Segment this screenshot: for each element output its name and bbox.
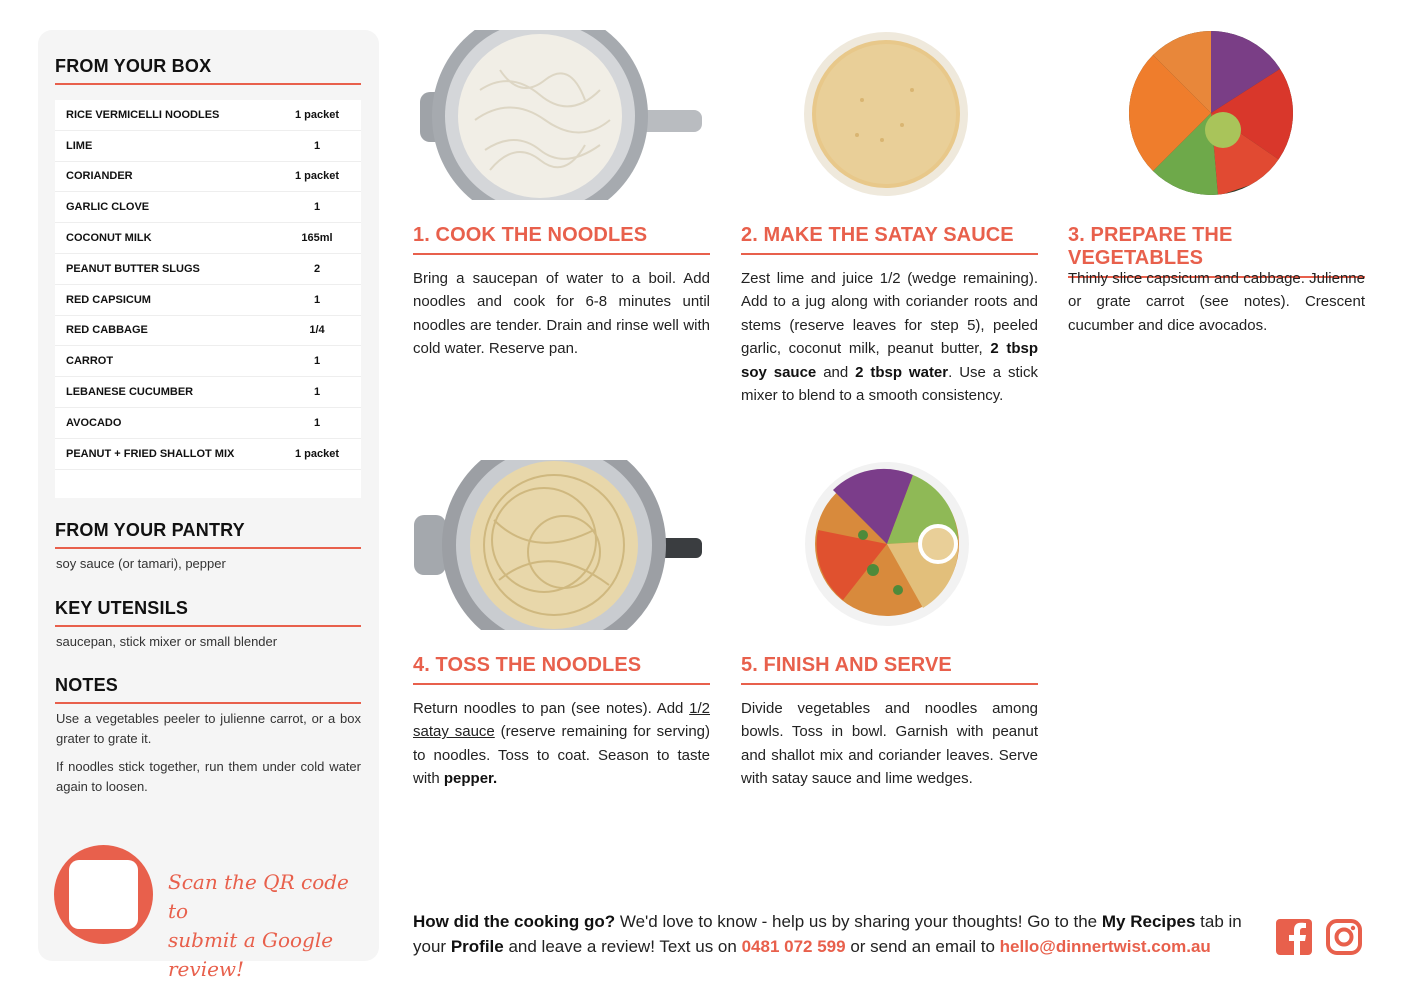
qr-prompt-line: submit a Google review! [168, 928, 334, 981]
ingredient-quantity: 1 packet [294, 108, 340, 121]
ingredient-name: RED CABBAGE [66, 324, 148, 337]
notes-text [56, 709, 361, 805]
facebook-icon[interactable] [1276, 919, 1312, 955]
step-2-text-part: . Use a stick mixer to blend to a smooth consistency. [741, 363, 1039, 405]
ingredient-name: RICE VERMICELLI NOODLES [66, 108, 220, 121]
ingredient-row [55, 223, 361, 254]
satay-sauce-portion: 1/2 satay sauce [413, 700, 710, 741]
email-link[interactable]: hello@dinnertwist.com.au [999, 937, 1211, 956]
ingredient-name: PEANUT BUTTER SLUGS [66, 262, 200, 275]
ingredient-row [55, 162, 361, 193]
footer-text: tab in your [413, 912, 1242, 956]
ingredient-quantity: 1 [313, 139, 321, 152]
step-4-text-part: (reserve remaining for serving) to noodles. Toss to coat. Season to taste with [413, 723, 710, 788]
ingredient-quantity: 1/4 [309, 324, 325, 337]
qr-code-frame[interactable] [54, 845, 153, 944]
ingredient-quantity: 1 [313, 201, 321, 214]
my-recipes-label: My Recipes [1101, 912, 1196, 931]
step-2-text [741, 267, 1038, 407]
ingredient-row [55, 254, 361, 285]
ingredients-table [55, 100, 361, 498]
notes-title: NOTES [55, 675, 361, 704]
footer-text: We'd love to know - help us by sharing your thoughts! Go to the [619, 912, 1098, 931]
qr-prompt-line: Scan the QR code to [168, 870, 349, 923]
ingredient-row [55, 131, 361, 162]
water-amount: 2 tbsp water [855, 363, 949, 381]
step-2-text-part: Zest lime and juice 1/2 (wedge remaining). Add to a jug along with coriander roots and stems (reserve leaves for step 5), peeled garlic, coconut milk, peanut butter, [741, 270, 1038, 358]
ingredient-name: LIME [66, 139, 93, 152]
soy-sauce-amount: 2 tbsp soy sauce [741, 340, 1038, 381]
from-your-box-title: FROM YOUR BOX [55, 56, 361, 85]
ingredient-name: AVOCADO [66, 416, 122, 429]
ingredient-quantity: 1 packet [294, 447, 340, 460]
ingredient-quantity: 1 [313, 386, 321, 399]
ingredient-name: CORIANDER [66, 170, 133, 183]
key-utensils-title: KEY UTENSILS [55, 598, 361, 627]
step-3-text: Thinly slice capsicum and cabbage. Julienne or grate carrot (see notes). Crescent cucumber and dice avocados. [1068, 270, 1365, 334]
ingredient-row [55, 377, 361, 408]
ingredient-quantity: 1 [313, 355, 321, 368]
qr-code[interactable] [69, 860, 138, 929]
prepared-vegetables-photo [1128, 30, 1294, 196]
ingredient-name: RED CAPSICUM [66, 293, 151, 306]
step-1-title: 1. COOK THE NOODLES [413, 224, 710, 255]
ingredient-quantity: 1 [313, 293, 321, 306]
footer-text: or send an email to [850, 937, 995, 956]
pantry-text: soy sauce (or tamari), pepper [56, 556, 226, 571]
satay-sauce-jug-photo [802, 30, 970, 198]
review-footer [413, 909, 1263, 959]
step-4-title: 4. TOSS THE NOODLES [413, 654, 710, 685]
finished-salad-bowl-photo [803, 460, 971, 628]
ingredient-name: GARLIC CLOVE [66, 201, 150, 214]
instagram-icon[interactable] [1326, 919, 1362, 955]
ingredient-quantity: 1 [313, 416, 321, 429]
ingredient-row [55, 285, 361, 316]
ingredient-quantity: 2 [313, 262, 321, 275]
ingredient-name: CARROT [66, 355, 114, 368]
footer-question: How did the cooking go? [413, 912, 616, 931]
note-item: Use a vegetables peeler to julienne carrot, or a box grater to grate it. [56, 711, 361, 746]
phone-link[interactable]: 0481 072 599 [741, 937, 846, 956]
tossed-noodles-pan-photo [414, 460, 702, 630]
note-item: If noodles stick together, run them under cold water again to loosen. [56, 759, 361, 794]
step-5-title: 5. FINISH AND SERVE [741, 654, 1038, 685]
ingredient-row [55, 346, 361, 377]
ingredient-name: PEANUT + FRIED SHALLOT MIX [66, 447, 235, 460]
ingredient-name: COCONUT MILK [66, 232, 152, 245]
utensils-text: saucepan, stick mixer or small blender [56, 634, 278, 649]
qr-review-prompt [168, 868, 368, 984]
ingredient-quantity: 1 packet [294, 170, 340, 183]
step-5-text: Divide vegetables and noodles among bowls. Toss in bowl. Garnish with peanut and shallot mix and coriander leaves. Serve with satay sauce and lime wedges. [741, 700, 1038, 788]
step-3-title: 3. PREPARE THE VEGETABLES [1068, 224, 1365, 278]
step-2-text-part: and [823, 363, 849, 381]
ingredient-row [55, 192, 361, 223]
from-your-pantry-title: FROM YOUR PANTRY [55, 520, 361, 549]
cooked-noodles-saucepan-photo [420, 30, 702, 200]
ingredient-row [55, 316, 361, 347]
step-1-text: Bring a saucepan of water to a boil. Add noodles and cook for 6-8 minutes until noodles are tender. Drain and rinse well with cold water. Reserve pan. [413, 270, 710, 358]
ingredient-row [55, 100, 361, 131]
ingredient-row [55, 439, 361, 470]
step-2-title: 2. MAKE THE SATAY SAUCE [741, 224, 1038, 255]
ingredients-sidebar [38, 30, 379, 981]
ingredient-row [55, 408, 361, 439]
step-4-text [413, 697, 710, 791]
step-4-text-part: Return noodles to pan (see notes). Add [413, 700, 684, 717]
profile-label: Profile [450, 937, 504, 956]
ingredient-name: LEBANESE CUCUMBER [66, 386, 194, 399]
ingredient-quantity: 165ml [301, 232, 333, 245]
pepper-emphasis: pepper. [443, 770, 498, 788]
footer-text: and leave a review! Text us on [508, 937, 737, 956]
